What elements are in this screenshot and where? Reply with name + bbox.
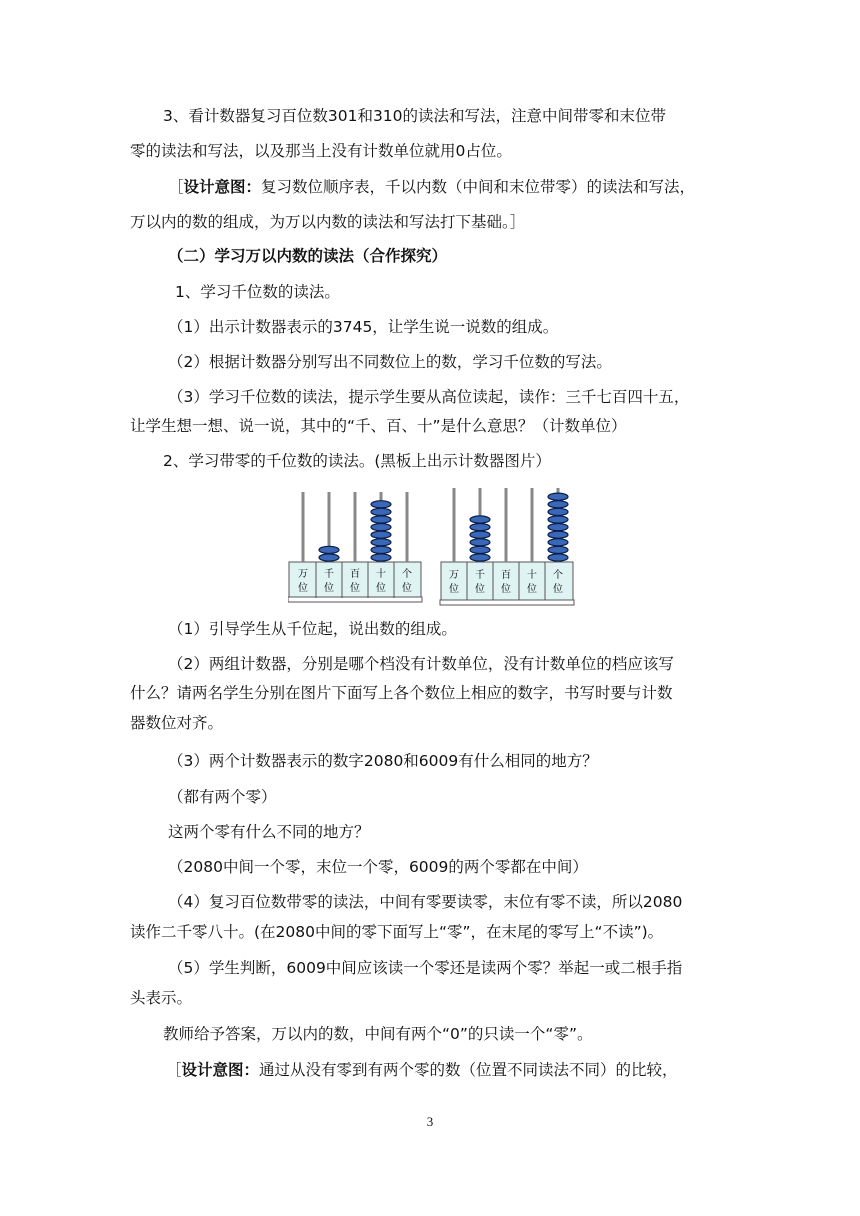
abacus-left-foot <box>288 597 422 602</box>
abacus-bead <box>548 554 568 561</box>
abacus-right-foot <box>440 600 574 605</box>
abacus-right-rods <box>454 488 558 562</box>
abacus-bead <box>470 546 490 553</box>
para-3b: 万以内的数的组成，为万以内数的读法和写法打下基础。］ <box>130 213 526 231</box>
abacus-right-beads <box>470 493 568 561</box>
place-label-top: 万 <box>298 569 308 580</box>
place-label-bottom: 位 <box>527 584 537 595</box>
place-label-bottom: 位 <box>449 584 459 595</box>
section-heading: （二）学习万以内数的读法（合作探究） <box>168 247 448 265</box>
para-2: 零的读法和写法，以及那当上没有计数单位就用0占位。 <box>130 142 512 160</box>
para-8: 让学生想一想、说一说，其中的“千、百、十”是什么意思？（计数单位） <box>130 417 627 435</box>
place-label-bottom: 位 <box>324 583 334 594</box>
para-4: 1、学习千位数的读法。 <box>175 283 340 301</box>
abacus-bead <box>548 524 568 531</box>
para-7: （3）学习千位数的读法，提示学生要从高位读起，读作：三千七百四十五， <box>168 388 690 406</box>
para-11: （2）两组计数器，分别是哪个档没有计数单位，没有计数单位的档应该写 <box>168 655 674 673</box>
place-label-bottom: 位 <box>350 583 360 594</box>
abacus-bead <box>371 524 391 531</box>
abacus-bead <box>470 516 490 523</box>
place-label-bottom: 位 <box>553 584 563 595</box>
abacus-bead <box>470 524 490 531</box>
abacus-bead <box>548 516 568 523</box>
place-label-top: 万 <box>449 570 459 581</box>
abacus-bead <box>470 539 490 546</box>
para-6: （2）根据计数器分别写出不同数位上的数，学习千位数的写法。 <box>168 353 612 371</box>
abacus-bead <box>371 531 391 538</box>
para-5: （1）出示计数器表示的3745，让学生说一说数的组成。 <box>168 318 559 336</box>
para-9: 2、学习带零的千位数的读法。(黑板上出示计数器图片） <box>163 452 551 470</box>
abacus-bead <box>371 516 391 523</box>
para-15: （都有两个零） <box>168 788 277 806</box>
abacus-bead <box>548 546 568 553</box>
abacus-bead <box>319 554 339 561</box>
abacus-right <box>440 488 574 605</box>
place-label-bottom: 位 <box>475 584 485 595</box>
abacus-bead <box>371 554 391 561</box>
para-13: 器数位对齐。 <box>130 714 224 732</box>
design-intent-2: ［设计意图：通过从没有零到有两个零的数（位置不同读法不同）的比较， <box>166 1061 678 1079</box>
para-16: 这两个零有什么不同的地方？ <box>168 823 370 841</box>
para-22: 教师给予答案，万以内的数，中间有两个“0”的只读一个“零”。 <box>163 1025 593 1043</box>
para-20: （5）学生判断，6009中间应该读一个零还是读两个零？举起一或二根手指 <box>168 959 683 977</box>
abacus-figure <box>288 484 608 608</box>
design-intent-1: ［设计意图：复习数位顺序表，千以内数（中间和末位带零）的读法和写法， <box>168 178 696 196</box>
place-label-bottom: 位 <box>501 584 511 595</box>
place-label-bottom: 位 <box>402 583 412 594</box>
place-label-top: 十 <box>376 569 386 580</box>
para-10: （1）引导学生从千位起，说出数的组成。 <box>168 620 457 638</box>
abacus-bead <box>371 539 391 546</box>
para-18: （4）复习百位数带零的读法，中间有零要读零，末位有零不读，所以2080 <box>168 893 683 911</box>
abacus-bead <box>548 493 568 500</box>
place-label-top: 百 <box>501 570 511 581</box>
abacus-bead <box>548 501 568 508</box>
abacus-left <box>288 492 422 602</box>
abacus-bead <box>319 546 339 553</box>
para-12: 什么？请两名学生分别在图片下面写上各个数位上相应的数字，书写时要与计数 <box>130 684 673 702</box>
place-label-bottom: 位 <box>376 583 386 594</box>
para-1: 3、看计数器复习百位数301和310的读法和写法，注意中间带零和末位带 <box>163 107 667 125</box>
place-label-bottom: 位 <box>298 583 308 594</box>
abacus-bead <box>371 501 391 508</box>
place-label-top: 个 <box>402 569 412 580</box>
abacus-bead <box>470 554 490 561</box>
design-intent-text: 复习数位顺序表，千以内数（中间和末位带零）的读法和写法， <box>261 178 696 196</box>
place-label-top: 千 <box>324 569 334 580</box>
abacus-bead <box>548 508 568 515</box>
place-label-top: 十 <box>527 570 537 581</box>
para-21: 头表示。 <box>130 989 193 1007</box>
abacus-bead <box>470 531 490 538</box>
para-19: 读作二千零八十。(在2080中间的零下面写上“零”，在末尾的零写上“不读”)。 <box>130 923 664 941</box>
design-intent-text: 通过从没有零到有两个零的数（位置不同读法不同）的比较， <box>259 1061 678 1079</box>
design-intent-label: 设计意图： <box>181 1061 260 1079</box>
abacus-bead <box>371 508 391 515</box>
page-number: 3 <box>426 1114 434 1129</box>
place-label-top: 千 <box>475 570 485 581</box>
para-17: （2080中间一个零，末位一个零，6009的两个零都在中间） <box>168 858 588 876</box>
abacus-bead <box>548 539 568 546</box>
para-14: （3）两个计数器表示的数字2080和6009有什么相同的地方？ <box>168 752 598 770</box>
place-label-top: 个 <box>553 570 563 581</box>
design-intent-label: 设计意图： <box>183 178 262 196</box>
abacus-bead <box>371 546 391 553</box>
abacus-bead <box>548 531 568 538</box>
place-label-top: 百 <box>350 569 360 580</box>
